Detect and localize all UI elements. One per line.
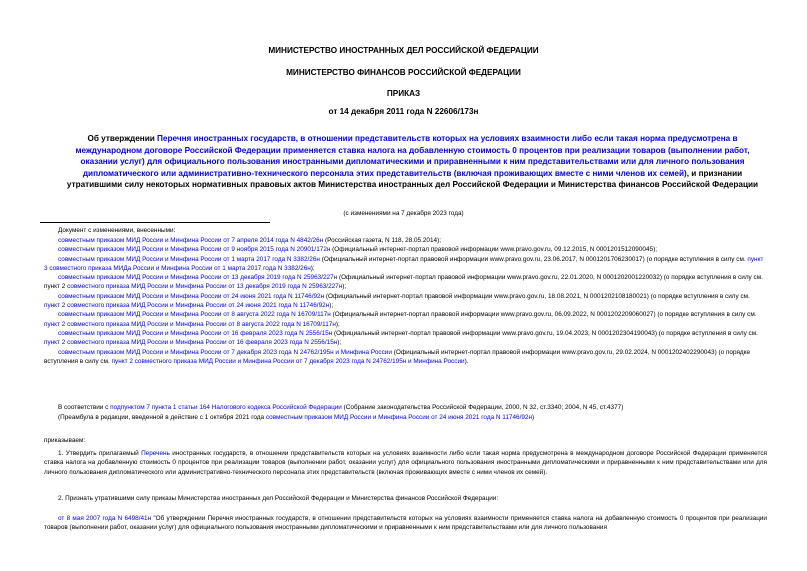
- repealed-order-text: "Об утверждении Перечня иностранных государств, в отношении представительств которых на условиях взаимности применяется ставка налога на добавленную стоимость 0 процентов при реализации товаров (выполнении работ, оказании услуг) для официального пользования иностранными дипломатическими и приравненными к ним представительствами или для личного пользования: [44, 515, 768, 532]
- amendment-text-end: ).: [464, 357, 469, 365]
- ministry-foreign-affairs: МИНИСТЕРСТВО ИНОСТРАННЫХ ДЕЛ РОССИЙСКОЙ ФЕДЕРАЦИИ: [268, 46, 539, 55]
- amendment-text: (Российская газета, N 118, 28.05.2014);: [323, 237, 441, 244]
- item1-prefix: 1. Утвердить прилагаемый: [58, 450, 142, 457]
- amendment-item: [44, 348, 767, 367]
- repealed-order-item: [44, 514, 767, 533]
- amendment-link[interactable]: совместным приказом МИД России и Минфина России от 7 декабря 2023 года N 24762/195н и Минфина России: [58, 348, 392, 356]
- amendments-list: [44, 236, 767, 366]
- amendment-text: (Официальный интернет-портал правовой информации www.pravo.gov.ru, 29.02.2024, N 0001202402290043) (о порядке вступления в силу см.: [44, 348, 751, 365]
- amendment-link[interactable]: совместным приказом МИД России и Минфина России от 9 ноября 2015 года N 20901/172н: [58, 246, 331, 254]
- amendment-text: (Официальный интернет-портал правовой информации www.pravo.gov.ru, 18.08.2021, N 0001202108180021) (о порядке вступления в силу см.: [324, 292, 750, 300]
- list-link[interactable]: Перечень: [141, 450, 170, 457]
- title-prefix: Об утверждении: [87, 134, 158, 143]
- document-title: [58, 133, 767, 191]
- amendment-item: [44, 245, 767, 254]
- amendment-link[interactable]: совместным приказом МИД России и Минфина России от 1 марта 2017 года N 3382/26н: [58, 255, 320, 263]
- amendment-item: [44, 236, 767, 245]
- item1-suffix: иностранных государств, в отношении представительств которых на условиях взаимности либо если такая норма предусмотрена в международном договоре Российской Федерации применяется ставка налога на добавленную стоимость 0 процентов при реализации товаров (выполнении работ, оказании услуг) для официального пользования иностранными дипломатическими и приравненными к ним представительствами или для личного пользования дипломатического или административно-технического персонала этих представительств (включая проживающих вместе с ними членов их семей).: [44, 450, 767, 476]
- amendment-text-end: );: [337, 339, 342, 347]
- amendment-link[interactable]: совместным приказом МИД России и Минфина России от 16 февраля 2023 года N 2556/15н: [58, 329, 333, 337]
- preamble-revision: [44, 413, 767, 422]
- preamble-prefix: В соответствии с: [58, 404, 111, 411]
- amendment-item: [44, 255, 767, 274]
- order-item-1: [44, 449, 767, 477]
- tax-code-link[interactable]: подпунктом 7 пункта 1 статьи 164 Налогового кодекса Российской Федерации: [110, 404, 342, 411]
- amendment-item: [44, 329, 767, 348]
- ministry-finance: МИНИСТЕРСТВО ФИНАНСОВ РОССИЙСКОЙ ФЕДЕРАЦИИ: [286, 68, 521, 77]
- document-type: ПРИКАЗ: [386, 89, 421, 98]
- amendment-link[interactable]: совместным приказом МИД России и Минфина России от 8 августа 2022 года N 16709/117н: [58, 311, 331, 319]
- revision-date: (с изменениями на 7 декабря 2023 года): [343, 210, 464, 217]
- title-suffix: , и признании утратившими силу некоторых нормативных правовых актов Министерства иностранных дел Российской Федерации и Министерства финансов Российской Федерации: [66, 168, 759, 189]
- amendment-item: [44, 310, 767, 329]
- amendment-clause-link[interactable]: пункт 2 совместного приказа МИД России и Минфина России от 7 декабря 2023 года N 24762/195н и Минфина России: [111, 357, 465, 365]
- amendment-link[interactable]: совместным приказом МИД России и Минфина России от 13 декабря 2019 года N 25963/227н: [58, 274, 338, 282]
- preamble-suffix: (Собрание законодательства Российской Федерации, 2000, N 32, ст.3340; 2004, N 45, ст.4377): [341, 404, 624, 411]
- revision-suffix: ): [532, 414, 535, 421]
- amendments-intro: Документ с изменениями, внесенными:: [58, 227, 176, 234]
- amendment-text: (Официальный интернет-портал правовой информации www.pravo.gov.ru, 06.09.2022, N 0001202209060027) (о порядке вступления в силу см.: [330, 311, 757, 319]
- amendment-text: (Официальный интернет-портал правовой информации www.pravo.gov.ru, 19.04.2023, N 0001202304190043) (о порядке вступления в силу см.: [332, 329, 758, 337]
- amendment-text-end: );: [329, 302, 334, 310]
- amendment-link[interactable]: совместным приказом МИД России и Минфина России от 24 июня 2021 года N 11746/92н: [58, 292, 325, 300]
- order-word: приказываем:: [44, 437, 86, 444]
- amendment-text: (Официальный интернет-портал правовой информации www.pravo.gov.ru, 23.06.2017, N 0001201706230017) (о порядке вступления в силу см.: [319, 255, 748, 263]
- amendment-clause-link[interactable]: пункт 2 совместного приказа МИД России и Минфина России от 24 июня 2021 года N 11746/92н: [44, 302, 330, 310]
- amendment-text: (Официальный интернет-портал правовой информации www.pravo.gov.ru, 22.01.2020, N 0001202001220032) (о порядке вступления в силу см. пункт 2: [44, 274, 763, 291]
- revision-prefix: (Преамбула в редакции, введенной в действие с 1 октября 2021 года: [58, 414, 266, 421]
- amendment-text-end: );: [342, 283, 347, 291]
- revision-link[interactable]: совместным приказом МИД России и Минфина России от 24 июня 2021 года N 11746/92н: [265, 414, 533, 421]
- amendment-item: [44, 273, 767, 292]
- amendment-text-end: );: [310, 264, 315, 272]
- amendment-link[interactable]: совместным приказом МИД России и Минфина России от 7 апреля 2014 года N 4842/26н: [58, 237, 324, 244]
- repealed-order-link[interactable]: от 8 мая 2007 года N 6498/41н: [58, 515, 152, 522]
- amendment-item: [44, 292, 767, 311]
- divider: [40, 222, 270, 223]
- amendment-clause-link[interactable]: пункт 3 совместного приказа МИДа России и Минфина России от 1 марта 2017 года N 3382/26н: [44, 255, 764, 272]
- preamble: [44, 403, 767, 412]
- amendment-text-end: );: [335, 320, 340, 328]
- amendment-clause-link[interactable]: совместного приказа МИД России и Минфина России от 13 декабря 2019 года N 25963/227н: [67, 283, 343, 291]
- title-list-link[interactable]: Перечня иностранных государств, в отношении представительств которых на условиях взаимности либо если такая норма предусмотрена в международном договоре Российской Федерации применяется ставка налога на добавленную стоимость 0 процентов при реализации товаров (выполнении работ, оказании услуг) для официального пользования иностранными дипломатическими и приравненными к ним представительствами или для личного пользования дипломатического или административно-технического персонала этих представительств (включая проживающих вместе с ними членов их семей): [75, 134, 750, 178]
- document-date-number: от 14 декабря 2011 года N 22606/173н: [328, 107, 479, 116]
- amendment-text: (Официальный интернет-портал правовой информации www.pravo.gov.ru, 09.12.2015, N 0001201512090045);: [330, 246, 657, 254]
- amendment-clause-link[interactable]: пункт 2 совместного приказа МИД России и Минфина России от 8 августа 2022 года N 16709/117н: [44, 320, 336, 328]
- amendment-clause-link[interactable]: пункт 2 совместного приказа МИД России и Минфина России от 16 февраля 2023 года N 2556/15н: [44, 339, 338, 347]
- order-item-2: 2. Признать утратившими силу приказы Министерства иностранных дел Российской Федерации и Министерства финансов Российской Федерации:: [58, 495, 499, 502]
